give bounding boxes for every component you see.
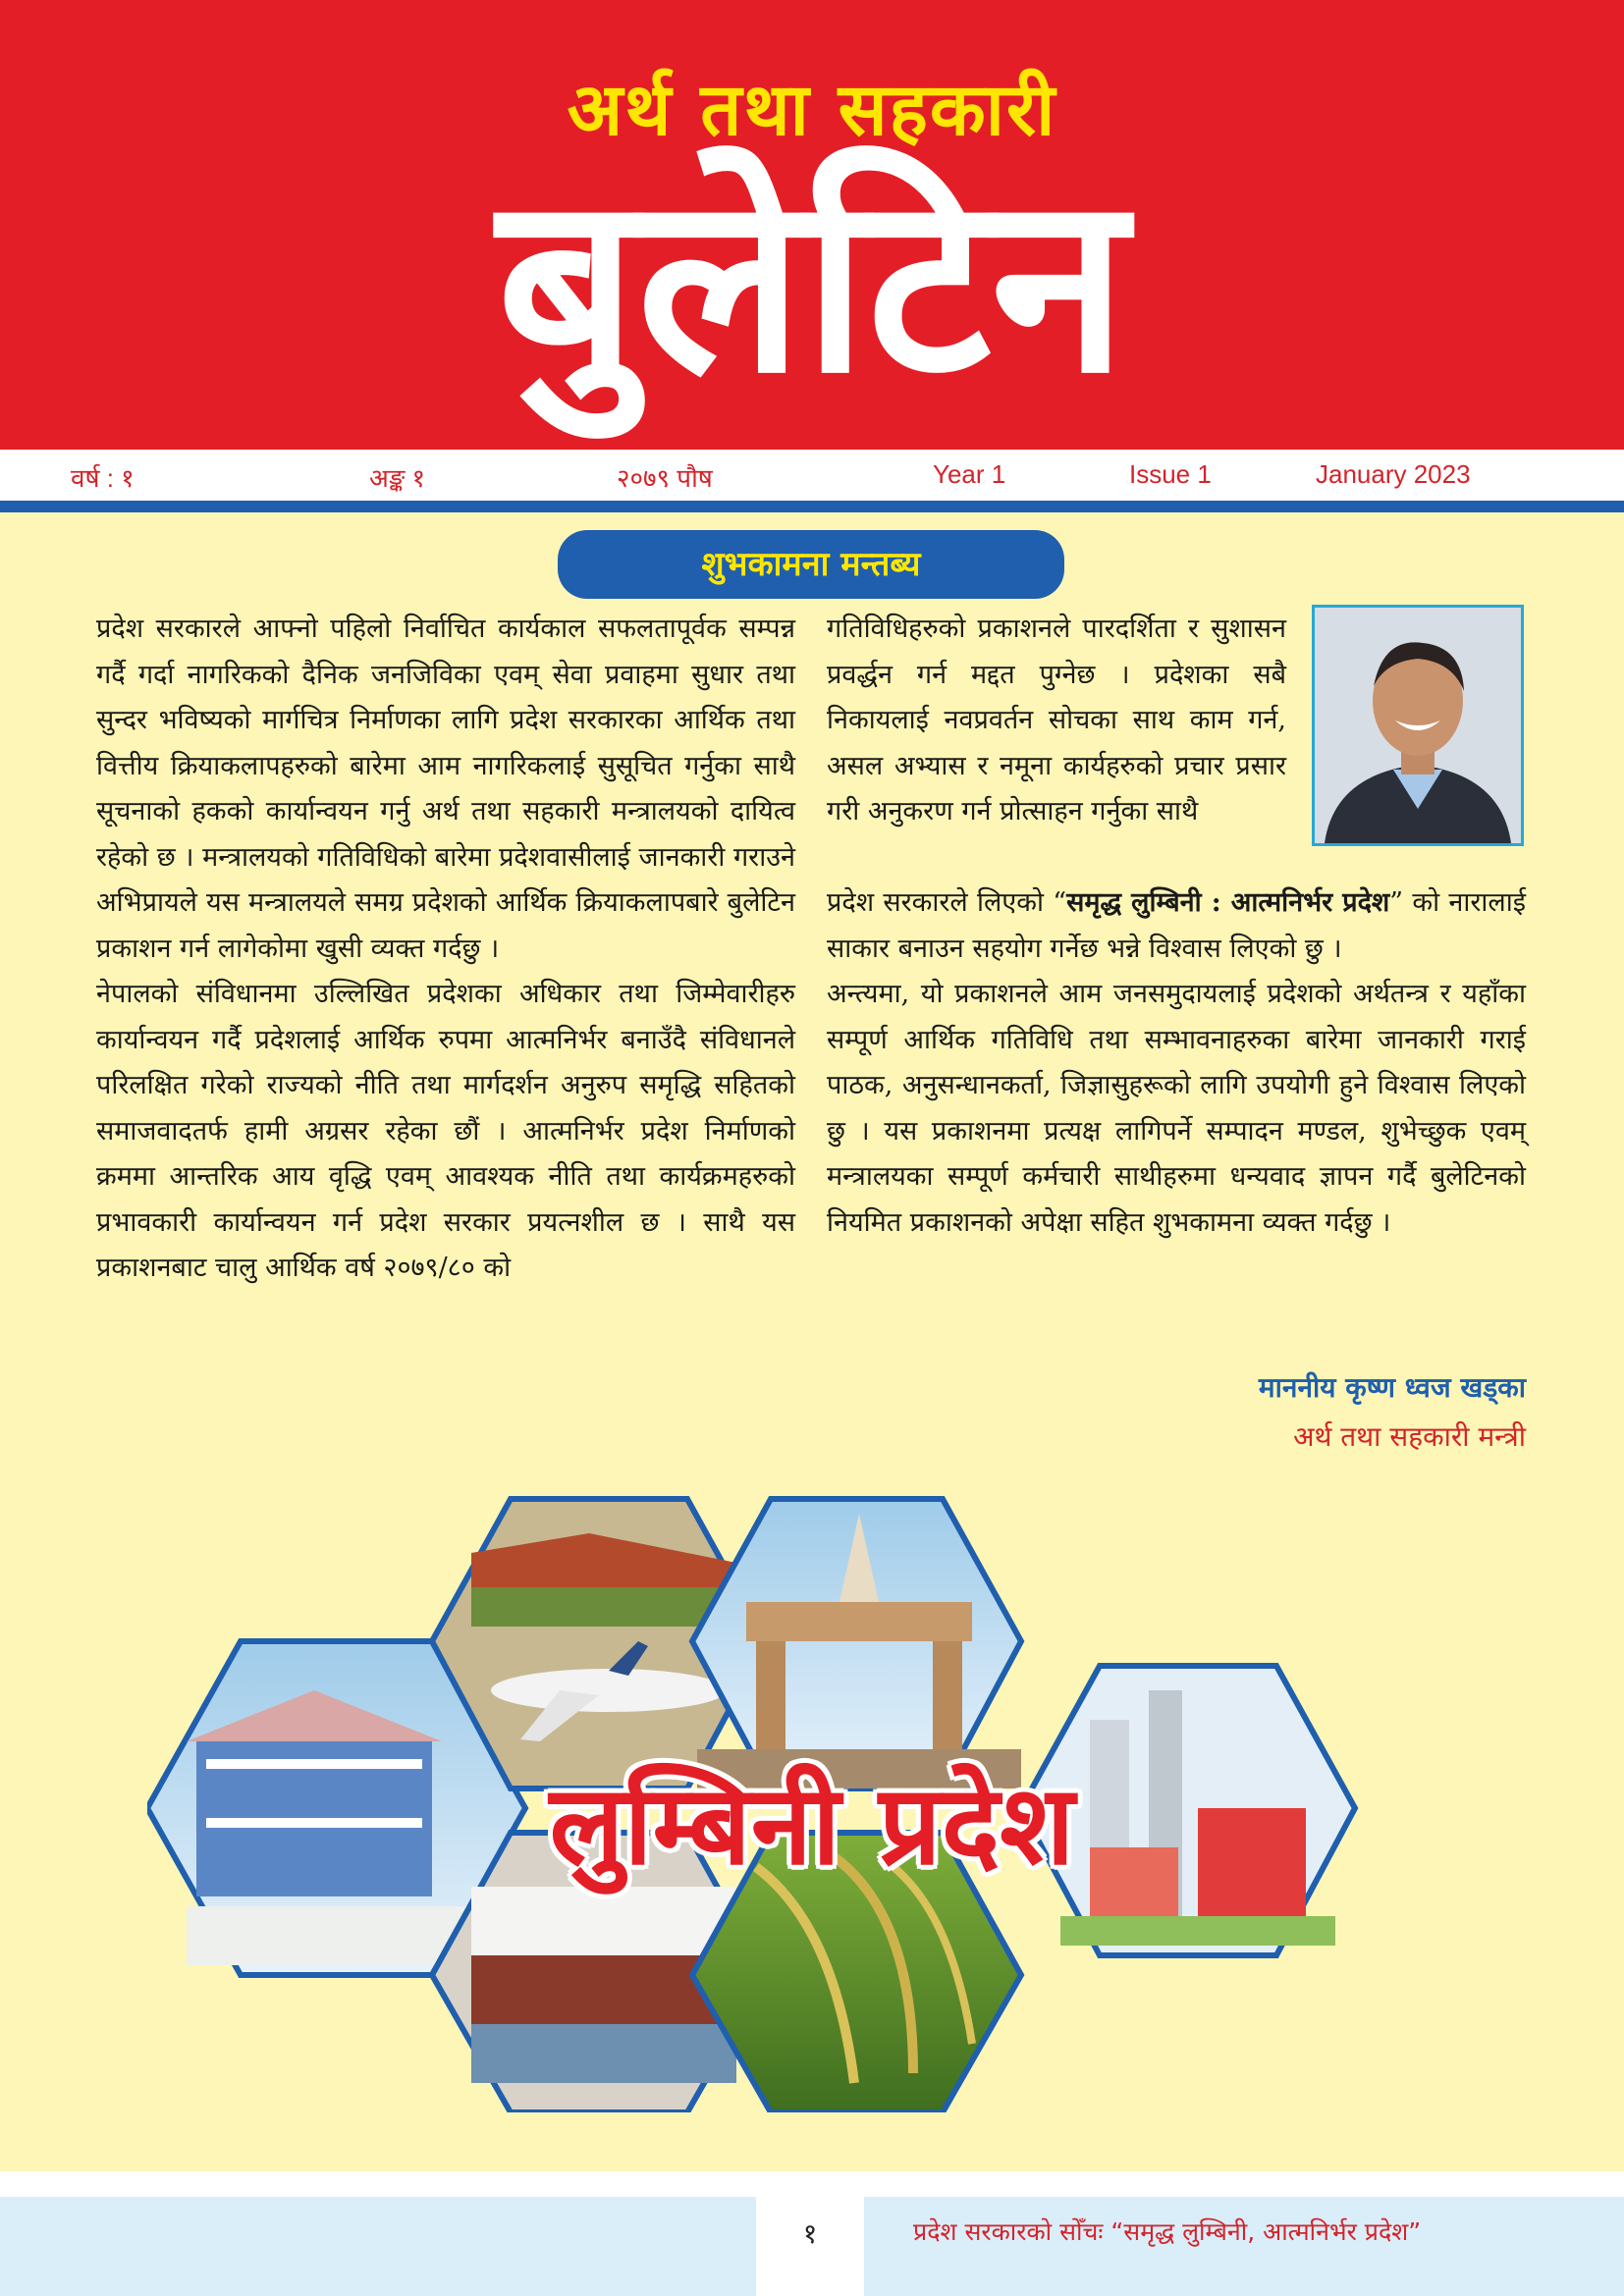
message-right-top-column <box>827 607 1286 835</box>
message-paragraph: प्रदेश सरकारले आफ्नो पहिलो निर्वाचित कार्यकाल सफलतापूर्वक सम्पन्न गर्दै गर्दा नागरिकको दैनिक जनजिविका एवम् सेवा प्रवाहमा सुधार तथा सुन्दर भविष्यको मार्गचित्र निर्माणका लागि प्रदेश सरकारका आर्थिक तथा वित्तीय क्रियाकलापहरुको बारेमा आम नागरिकलाई सुसूचित गर्नुका साथै सूचनाको हकको कार्यान्वयन गर्नु अर्थ तथा सहकारी मन्त्रालयको दायित्व रहेको छ । मन्त्रालयको गतिविधिको बारेमा प्रदेशवासीलाई जानकारी गराउने अभिप्रायले यस मन्त्रालयले समग्र प्रदेशको आर्थिक क्रियाकलापबारे बुलेटिन प्रकाशन गर्न लागेकोमा खुसी व्यक्त गर्दछु । <box>96 614 795 964</box>
slogan-tail: ” को नारालाई साकार बनाउन सहयोग गर्नेछ भन्ने विश्वास लिएको छु । <box>827 887 1526 964</box>
message-paragraph: गतिविधिहरुको प्रकाशनले पारदर्शिता र सुशासन प्रवर्द्धन गर्न मद्दत पुग्नेछ । प्रदेशका सबै निकायलाई नवप्रवर्तन सोचका साथ काम गर्न, असल अभ्यास र नमूना कार्यहरुको प्रचार प्रसार गरी अनुकरण गर्न प्रोत्साहन गर्नुका साथै <box>827 614 1286 827</box>
masthead-title: बुलेटिन <box>497 141 1127 427</box>
issue-info-strip <box>0 450 1624 501</box>
minister-portrait <box>1312 605 1524 846</box>
issue-en: Issue 1 <box>1129 459 1212 489</box>
signatory-name: माननीय कृष्ण ध्वज खड्का <box>1258 1371 1526 1404</box>
message-paragraph: नेपालको संविधानमा उल्लिखित प्रदेशका अधिकार तथा जिम्मेवारीहरु कार्यान्वयन गर्दै प्रदेशलाई आर्थिक रुपमा आत्मनिर्भर बनाउँदै संविधानले परिलक्षित गरेको राज्यको नीति तथा मार्गदर्शन अनुरुप समृद्धि सहितको समाजवादतर्फ हामी अग्रसर रहेका छौं । आत्मनिर्भर प्रदेश निर्माणको क्रममा आन्तरिक आय वृद्धि एवम् आवश्यक नीति तथा कार्यक्रमहरुको प्रभावकारी कार्यान्वयन गर्न प्रदेश सरकार प्रयत्नशील छ । साथै यस प्रकाशनबाट चालु आर्थिक वर्ष २०७९/८० को <box>96 979 795 1283</box>
issue-np: अङ्क १ <box>369 463 426 493</box>
volume-en: Year 1 <box>933 459 1006 489</box>
volume-np: वर्ष : १ <box>71 463 135 493</box>
masthead <box>0 0 1624 450</box>
province-slogan: समृद्ध लुम्बिनी : आत्मनिर्भर प्रदेश <box>1066 887 1390 918</box>
message-left-column <box>96 607 795 1292</box>
footer-slogan: प्रदेश सरकारको सोँचः “समृद्ध लुम्बिनी, आत्मनिर्भर प्रदेश” <box>913 2217 1422 2246</box>
message-right-column <box>827 881 1526 1246</box>
portrait-image <box>1315 608 1521 843</box>
page-number: १ <box>802 2217 818 2250</box>
signatory-title: अर्थ तथा सहकारी मन्त्री <box>1293 1420 1526 1453</box>
message-heading: शुभकामना मन्तब्य <box>558 530 1064 599</box>
message-paragraph <box>827 881 1526 972</box>
message-paragraph: अन्त्यमा, यो प्रकाशनले आम जनसमुदायलाई प्रदेशको अर्थतन्त्र र यहाँका सम्पूर्ण आर्थिक गतिविधि तथा सम्भावनाहरुका बारेमा जानकारी गराई पाठक, अनुसन्धानकर्ता, जिज्ञासुहरूको लागि उपयोगी हुने विश्वास लिएको छु । यस प्रकाशनमा प्रत्यक्ष लागिपर्ने सम्पादन मण्डल, शुभेच्छुक एवम् मन्त्रालयका सम्पूर्ण कर्मचारी साथीहरुमा धन्यवाद ज्ञापन गर्दै बुलेटिनको नियमित प्रकाशनको अपेक्षा सहित शुभकामना व्यक्त गर्दछु । <box>827 979 1526 1238</box>
date-np: २०७९ पौष <box>617 463 713 493</box>
masthead-divider <box>0 501 1624 512</box>
collage-title: लुम्बिनी प्रदेश <box>549 1762 1075 1890</box>
slogan-lead: प्रदेश सरकारले लिएको “ <box>827 887 1067 918</box>
footer-left-band <box>0 2197 756 2296</box>
date-en: January 2023 <box>1316 459 1471 489</box>
masthead-subtitle: अर्थ तथा सहकारी <box>567 68 1057 152</box>
